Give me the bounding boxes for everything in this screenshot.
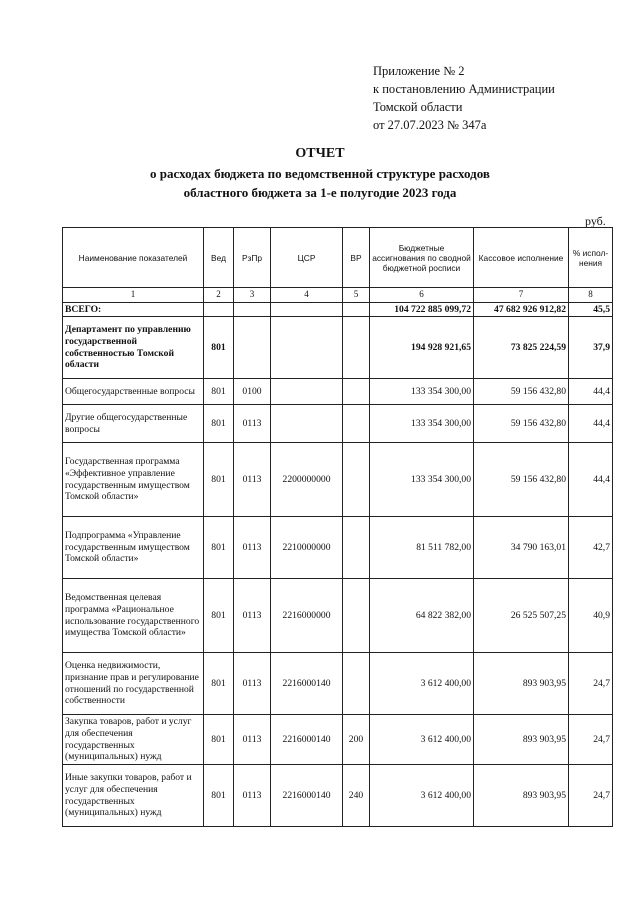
row-budget: 133 354 300,00 (370, 379, 474, 405)
row-name: Департамент по управлению государственной собственностью Томской области (63, 317, 204, 379)
row-name: ВСЕГО: (63, 303, 204, 317)
column-header: Наименование показателей (63, 228, 204, 288)
row-csr (271, 317, 343, 379)
column-number: 4 (271, 288, 343, 303)
column-header: Бюджетные ассигнования по сводной бюджетной росписи (370, 228, 474, 288)
row-ved: 801 (204, 443, 234, 517)
row-csr: 2216000140 (271, 653, 343, 715)
row-name: Другие общегосударственные вопросы (63, 405, 204, 443)
column-number: 1 (63, 288, 204, 303)
row-percent: 24,7 (569, 715, 613, 765)
row-cash: 893 903,95 (474, 653, 569, 715)
table-row-total (63, 303, 613, 317)
row-rzpr: 0113 (234, 405, 271, 443)
column-header: % испол-нения (569, 228, 613, 288)
row-vr (343, 303, 370, 317)
row-name: Ведомственная целевая программа «Рациональное использование государственного имущества Томской области» (63, 579, 204, 653)
row-percent: 40,9 (569, 579, 613, 653)
appendix-line: Приложение № 2 (373, 64, 465, 78)
table-row (63, 443, 613, 517)
row-csr: 2210000000 (271, 517, 343, 579)
column-header: ВР (343, 228, 370, 288)
row-ved: 801 (204, 653, 234, 715)
row-csr: 2200000000 (271, 443, 343, 517)
column-number: 7 (474, 288, 569, 303)
column-number-row (63, 288, 613, 303)
row-rzpr: 0113 (234, 765, 271, 827)
table-row (63, 765, 613, 827)
table-row (63, 405, 613, 443)
row-budget: 3 612 400,00 (370, 653, 474, 715)
row-name: Иные закупки товаров, работ и услуг для обеспечения государственных (муниципальных) нужд (63, 765, 204, 827)
row-cash: 73 825 224,59 (474, 317, 569, 379)
row-vr (343, 443, 370, 517)
row-csr (271, 379, 343, 405)
appendix-block (373, 62, 555, 134)
row-ved (204, 303, 234, 317)
row-vr (343, 653, 370, 715)
row-budget: 133 354 300,00 (370, 443, 474, 517)
row-cash: 893 903,95 (474, 765, 569, 827)
row-vr: 240 (343, 765, 370, 827)
row-vr (343, 317, 370, 379)
row-rzpr: 0100 (234, 379, 271, 405)
row-percent: 45,5 (569, 303, 613, 317)
table-row (63, 379, 613, 405)
row-ved: 801 (204, 517, 234, 579)
row-ved: 801 (204, 715, 234, 765)
appendix-line: к постановлению Администрации (373, 82, 555, 96)
row-cash: 34 790 163,01 (474, 517, 569, 579)
row-cash: 59 156 432,80 (474, 443, 569, 517)
row-cash: 893 903,95 (474, 715, 569, 765)
table-row (63, 317, 613, 379)
row-percent: 37,9 (569, 317, 613, 379)
row-percent: 44,4 (569, 379, 613, 405)
row-rzpr: 0113 (234, 443, 271, 517)
row-rzpr: 0113 (234, 579, 271, 653)
row-budget: 133 354 300,00 (370, 405, 474, 443)
row-percent: 44,4 (569, 443, 613, 517)
row-csr: 2216000000 (271, 579, 343, 653)
row-rzpr (234, 303, 271, 317)
row-percent: 44,4 (569, 405, 613, 443)
report-subtitle: о расходах бюджета по ведомственной структуре расходов (150, 166, 490, 181)
report-subtitle-period: областного бюджета за 1-е полугодие 2023 года (183, 185, 457, 200)
row-budget: 3 612 400,00 (370, 715, 474, 765)
row-csr (271, 303, 343, 317)
row-name: Оценка недвижимости, признание прав и регулирование отношений по государственной собственности (63, 653, 204, 715)
table-header-row (63, 228, 613, 288)
report-title: ОТЧЕТ (295, 146, 345, 161)
row-percent: 24,7 (569, 653, 613, 715)
row-vr (343, 405, 370, 443)
table-row (63, 579, 613, 653)
currency-unit: руб. (585, 214, 606, 228)
row-rzpr: 0113 (234, 517, 271, 579)
appendix-date-number: от 27.07.2023 № 347а (373, 118, 487, 132)
expenditure-table (62, 227, 613, 827)
column-header: РзПр (234, 228, 271, 288)
row-rzpr (234, 317, 271, 379)
row-cash: 47 682 926 912,82 (474, 303, 569, 317)
row-vr (343, 379, 370, 405)
column-number: 2 (204, 288, 234, 303)
column-header: Вед (204, 228, 234, 288)
row-csr: 2216000140 (271, 715, 343, 765)
row-ved: 801 (204, 579, 234, 653)
row-budget: 3 612 400,00 (370, 765, 474, 827)
row-percent: 24,7 (569, 765, 613, 827)
column-number: 6 (370, 288, 474, 303)
row-ved: 801 (204, 765, 234, 827)
row-cash: 26 525 507,25 (474, 579, 569, 653)
row-ved: 801 (204, 317, 234, 379)
row-vr (343, 579, 370, 653)
table-row (63, 517, 613, 579)
row-vr: 200 (343, 715, 370, 765)
column-number: 8 (569, 288, 613, 303)
row-name: Общегосударственные вопросы (63, 379, 204, 405)
row-name: Государственная программа «Эффективное управление государственным имуществом Томской области» (63, 443, 204, 517)
row-budget: 104 722 885 099,72 (370, 303, 474, 317)
column-header: Кассовое исполнение (474, 228, 569, 288)
row-percent: 42,7 (569, 517, 613, 579)
row-name: Подпрограмма «Управление государственным имуществом Томской области» (63, 517, 204, 579)
row-name: Закупка товаров, работ и услуг для обеспечения государственных (муниципальных) нужд (63, 715, 204, 765)
appendix-line: Томской области (373, 100, 463, 114)
row-ved: 801 (204, 379, 234, 405)
table-row (63, 715, 613, 765)
column-number: 3 (234, 288, 271, 303)
row-vr (343, 517, 370, 579)
row-csr: 2216000140 (271, 765, 343, 827)
row-csr (271, 405, 343, 443)
row-budget: 194 928 921,65 (370, 317, 474, 379)
row-cash: 59 156 432,80 (474, 379, 569, 405)
table-row (63, 653, 613, 715)
column-number: 5 (343, 288, 370, 303)
row-ved: 801 (204, 405, 234, 443)
row-rzpr: 0113 (234, 653, 271, 715)
row-budget: 64 822 382,00 (370, 579, 474, 653)
row-cash: 59 156 432,80 (474, 405, 569, 443)
column-header: ЦСР (271, 228, 343, 288)
row-budget: 81 511 782,00 (370, 517, 474, 579)
row-rzpr: 0113 (234, 715, 271, 765)
